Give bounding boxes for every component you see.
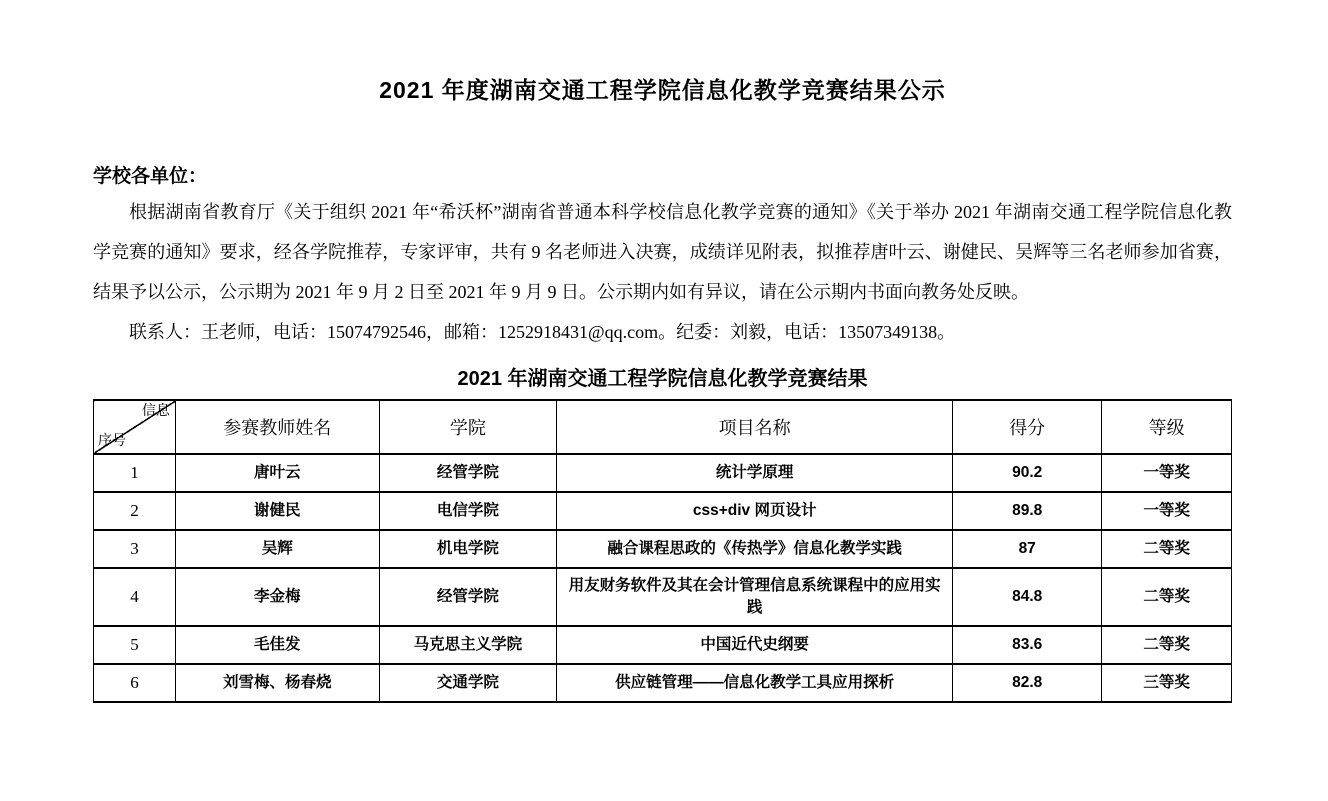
- cell-project: 融合课程思政的《传热学》信息化教学实践: [557, 530, 953, 568]
- table-title: 2021 年湖南交通工程学院信息化教学竞赛结果: [457, 368, 868, 390]
- cell-teacher: 吴辉: [175, 530, 379, 568]
- cell-no: 4: [94, 568, 176, 626]
- cell-grade: 一等奖: [1102, 492, 1232, 530]
- cell-no: 5: [94, 626, 176, 664]
- salutation: 学校各单位：: [93, 166, 208, 187]
- cell-grade: 一等奖: [1102, 454, 1232, 492]
- body-paragraph: 根据湖南省教育厅《关于组织 2021 年“希沃杯”湖南省普通本科学校信息化教学竞赛的通知》《关于举办 2021 年湖南交通工程学院信息化教学竞赛的通知》要求，经各学院推荐，专家评审，共有 9 名老师进入决赛，成绩详见附表，拟推荐唐叶云、谢健民、吴辉等三名老师参加省赛，结果予以公示，公示期为 2021 年 9 月 2 日至 2021 年 9 月 9 日。公示期内如有异议，请在公示期内书面向教务处反映。: [93, 202, 1232, 302]
- cell-project: 中国近代史纲要: [557, 626, 953, 664]
- header-teacher: 参赛教师姓名: [175, 400, 379, 454]
- table-row: [94, 530, 1232, 568]
- document-title: 2021 年度湖南交通工程学院信息化教学竞赛结果公示: [379, 77, 946, 103]
- cell-score: 90.2: [953, 454, 1102, 492]
- cell-score: 83.6: [953, 626, 1102, 664]
- cell-project: 供应链管理——信息化教学工具应用探析: [557, 664, 953, 702]
- cell-college: 电信学院: [379, 492, 557, 530]
- table-row: [94, 454, 1232, 492]
- results-table: [93, 399, 1232, 703]
- cell-project: 统计学原理: [557, 454, 953, 492]
- header-project: 项目名称: [557, 400, 953, 454]
- contact-paragraph: 联系人：王老师，电话：15074792546，邮箱：1252918431@qq.com。纪委：刘毅，电话：13507349138。: [129, 322, 956, 342]
- table-row: [94, 568, 1232, 626]
- cell-no: 3: [94, 530, 176, 568]
- table-row: [94, 664, 1232, 702]
- corner-label-info: 信息: [141, 404, 170, 419]
- cell-college: 马克思主义学院: [379, 626, 557, 664]
- cell-college: 交通学院: [379, 664, 557, 702]
- cell-college: 机电学院: [379, 530, 557, 568]
- table-row: [94, 492, 1232, 530]
- corner-label-no: 序号: [98, 434, 126, 449]
- cell-project: 用友财务软件及其在会计管理信息系统课程中的应用实践: [557, 568, 953, 626]
- corner-header-cell: [94, 400, 176, 454]
- header-grade: 等级: [1102, 400, 1232, 454]
- cell-score: 82.8: [953, 664, 1102, 702]
- cell-no: 6: [94, 664, 176, 702]
- cell-no: 2: [94, 492, 176, 530]
- cell-teacher: 毛佳发: [175, 626, 379, 664]
- table-header-row: [94, 400, 1232, 454]
- table-row: [94, 626, 1232, 664]
- cell-project: css+div 网页设计: [557, 492, 953, 530]
- cell-score: 84.8: [953, 568, 1102, 626]
- cell-teacher: 谢健民: [175, 492, 379, 530]
- cell-grade: 三等奖: [1102, 664, 1232, 702]
- cell-no: 1: [94, 454, 176, 492]
- cell-teacher: 李金梅: [175, 568, 379, 626]
- cell-score: 87: [953, 530, 1102, 568]
- cell-teacher: 刘雪梅、杨春烧: [175, 664, 379, 702]
- header-score: 得分: [953, 400, 1102, 454]
- header-college: 学院: [379, 400, 557, 454]
- cell-grade: 二等奖: [1102, 626, 1232, 664]
- cell-score: 89.8: [953, 492, 1102, 530]
- cell-college: 经管学院: [379, 568, 557, 626]
- cell-grade: 二等奖: [1102, 568, 1232, 626]
- cell-teacher: 唐叶云: [175, 454, 379, 492]
- cell-college: 经管学院: [379, 454, 557, 492]
- cell-grade: 二等奖: [1102, 530, 1232, 568]
